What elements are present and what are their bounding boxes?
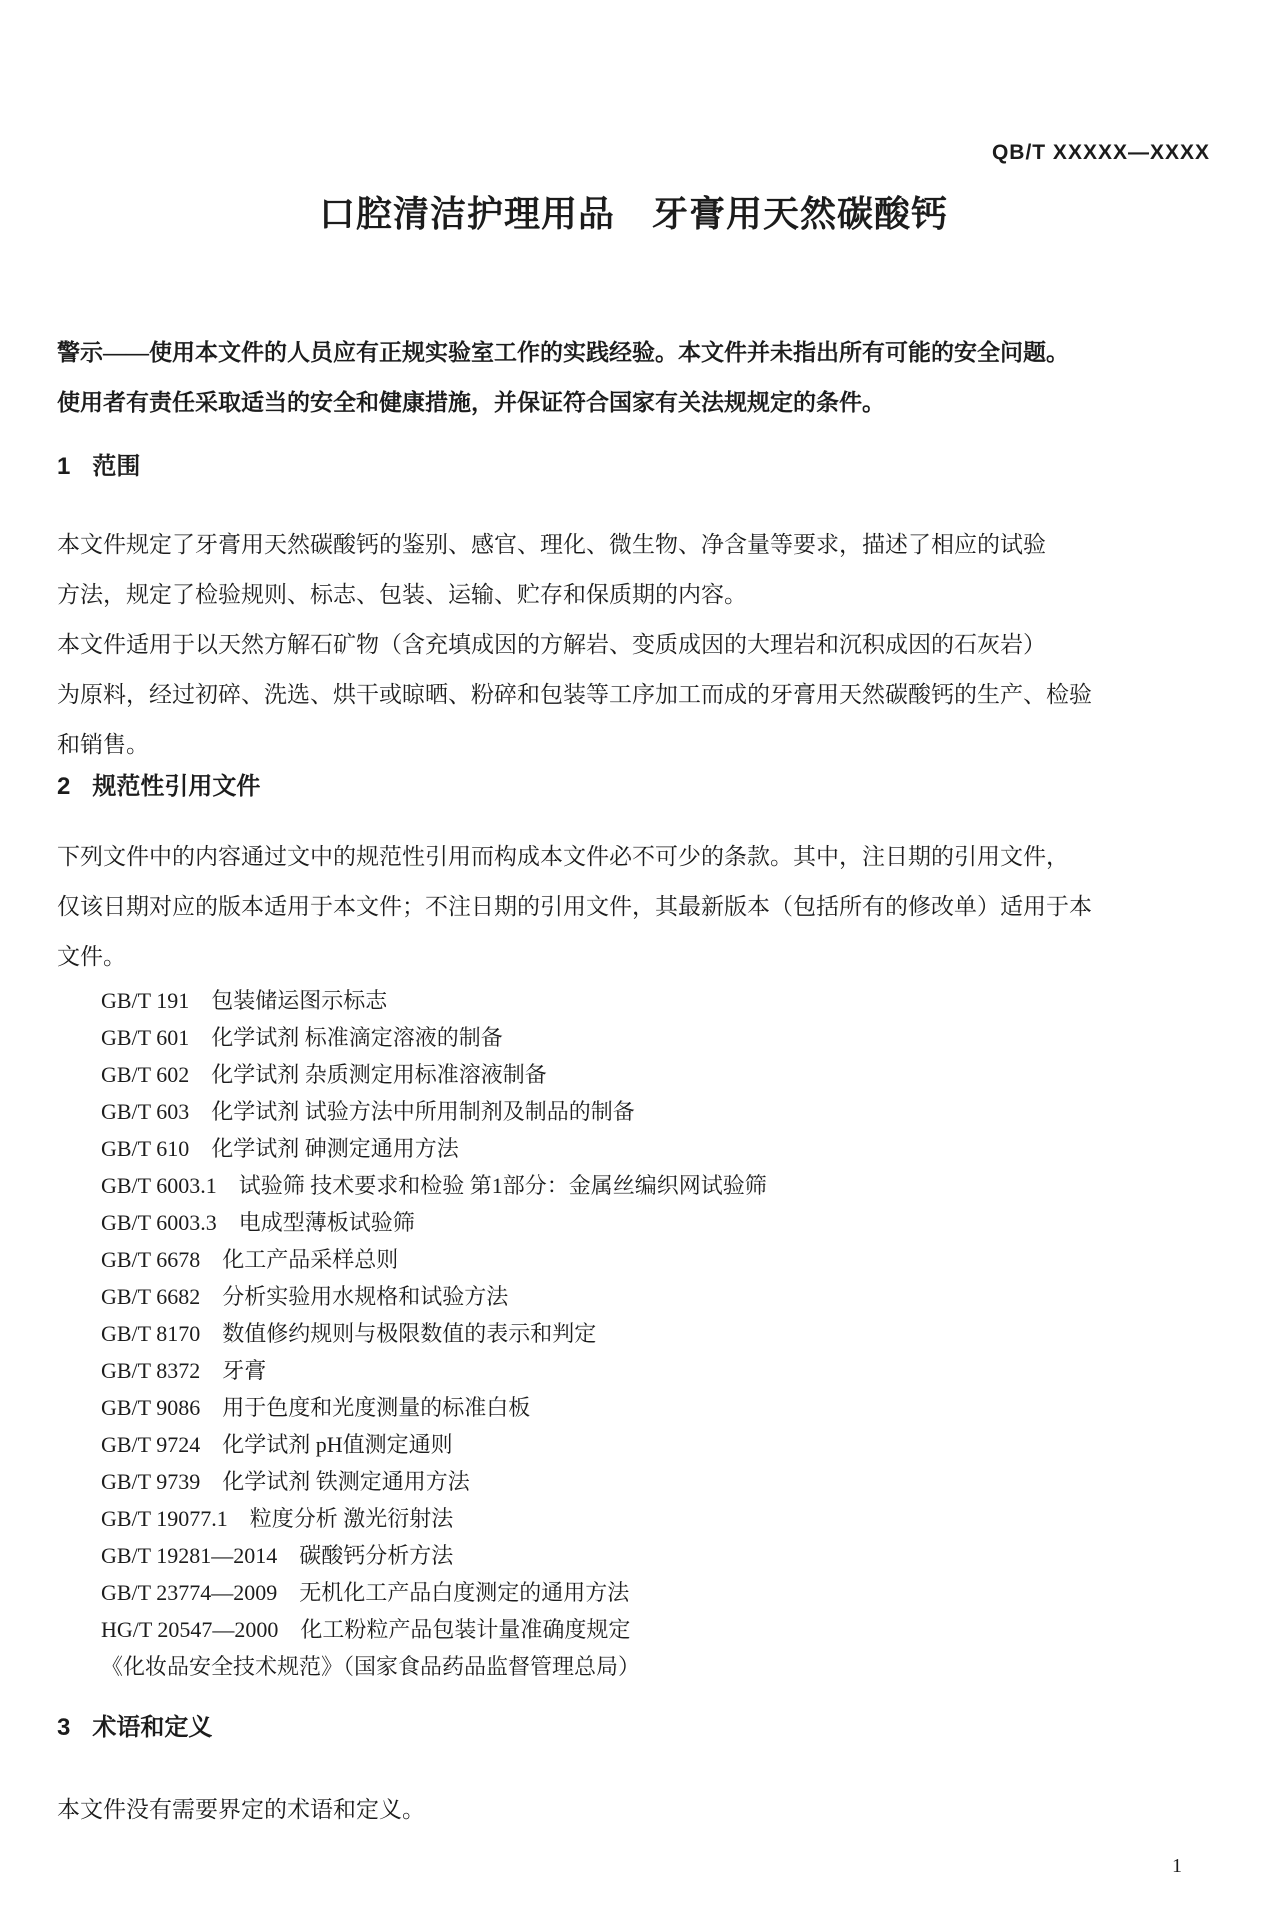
text-line: 下列文件中的内容通过文中的规范性引用而构成本文件必不可少的条款。其中，注日期的引用文件， <box>57 844 1069 869</box>
warning-statement <box>57 328 1210 428</box>
scope-paragraph-1 <box>57 520 1210 620</box>
text-line: 本文件适用于以天然方解石矿物（含充填成因的方解岩、变质成因的大理岩和沉积成因的石灰岩） <box>57 632 1046 657</box>
reference-item: GB/T 6682 分析实验用水规格和试验方法 <box>101 1284 509 1309</box>
reference-item: GB/T 6003.1 试验筛 技术要求和检验 第1部分：金属丝编织网试验筛 <box>101 1173 767 1198</box>
text-line: 和销售。 <box>57 732 149 757</box>
terms-paragraph <box>57 1785 1210 1835</box>
text-line: 为原料，经过初碎、洗选、烘干或晾晒、粉碎和包装等工序加工而成的牙膏用天然碳酸钙的生产、检验 <box>57 682 1092 707</box>
section-number: 1 <box>57 453 71 480</box>
references-intro-paragraph <box>57 832 1210 982</box>
scope-paragraph-2 <box>57 620 1210 770</box>
reference-item: GB/T 23774—2009 无机化工产品白度测定的通用方法 <box>101 1580 630 1605</box>
reference-item: GB/T 191 包装储运图示标志 <box>101 988 388 1013</box>
reference-item: GB/T 9724 化学试剂 pH值测定通则 <box>101 1432 453 1457</box>
reference-item: GB/T 8170 数值修约规则与极限数值的表示和判定 <box>101 1321 597 1346</box>
reference-item: GB/T 19281—2014 碳酸钙分析方法 <box>101 1543 454 1568</box>
section-heading-scope <box>57 452 1210 482</box>
section-heading-references <box>57 772 1210 802</box>
section-heading-label: 规范性引用文件 <box>92 773 261 800</box>
standard-code: QB/T XXXXX—XXXX <box>991 141 1210 164</box>
section-heading-label: 范围 <box>92 453 141 480</box>
section-heading-terms <box>57 1713 1210 1743</box>
reference-item: GB/T 8372 牙膏 <box>101 1358 267 1383</box>
text-line: 方法，规定了检验规则、标志、包装、运输、贮存和保质期的内容。 <box>57 582 747 607</box>
page-number: 1 <box>1172 1855 1182 1877</box>
text-line: 文件。 <box>57 944 126 969</box>
reference-list <box>57 982 1210 1685</box>
reference-item: GB/T 6003.3 电成型薄板试验筛 <box>101 1210 415 1235</box>
reference-item: GB/T 603 化学试剂 试验方法中所用制剂及制品的制备 <box>101 1099 635 1124</box>
reference-item: GB/T 9086 用于色度和光度测量的标准白板 <box>101 1395 531 1420</box>
warning-line: 警示——使用本文件的人员应有正规实验室工作的实践经验。本文件并未指出所有可能的安全问题。 <box>57 340 1069 365</box>
warning-line: 使用者有责任采取适当的安全和健康措施，并保证符合国家有关法规规定的条件。 <box>57 390 885 415</box>
reference-item: HG/T 20547—2000 化工粉粒产品包装计量准确度规定 <box>101 1617 631 1642</box>
section-heading-label: 术语和定义 <box>92 1714 213 1741</box>
reference-item: GB/T 601 化学试剂 标准滴定溶液的制备 <box>101 1025 503 1050</box>
reference-item: GB/T 602 化学试剂 杂质测定用标准溶液制备 <box>101 1062 547 1087</box>
document-title: 口腔清洁护理用品 牙膏用天然碳酸钙 <box>318 193 948 234</box>
section-number: 2 <box>57 773 71 800</box>
text-line: 本文件没有需要界定的术语和定义。 <box>57 1797 425 1822</box>
text-line: 本文件规定了牙膏用天然碳酸钙的鉴别、感官、理化、微生物、净含量等要求，描述了相应的试验 <box>57 532 1046 557</box>
reference-item: GB/T 610 化学试剂 砷测定通用方法 <box>101 1136 459 1161</box>
reference-item: GB/T 6678 化工产品采样总则 <box>101 1247 399 1272</box>
text-line: 仅该日期对应的版本适用于本文件；不注日期的引用文件，其最新版本（包括所有的修改单）适用于本 <box>57 894 1092 919</box>
reference-item: GB/T 9739 化学试剂 铁测定通用方法 <box>101 1469 470 1494</box>
section-number: 3 <box>57 1714 71 1741</box>
reference-item: GB/T 19077.1 粒度分析 激光衍射法 <box>101 1506 454 1531</box>
reference-item: 《化妆品安全技术规范》（国家食品药品监督管理总局） <box>101 1654 641 1679</box>
